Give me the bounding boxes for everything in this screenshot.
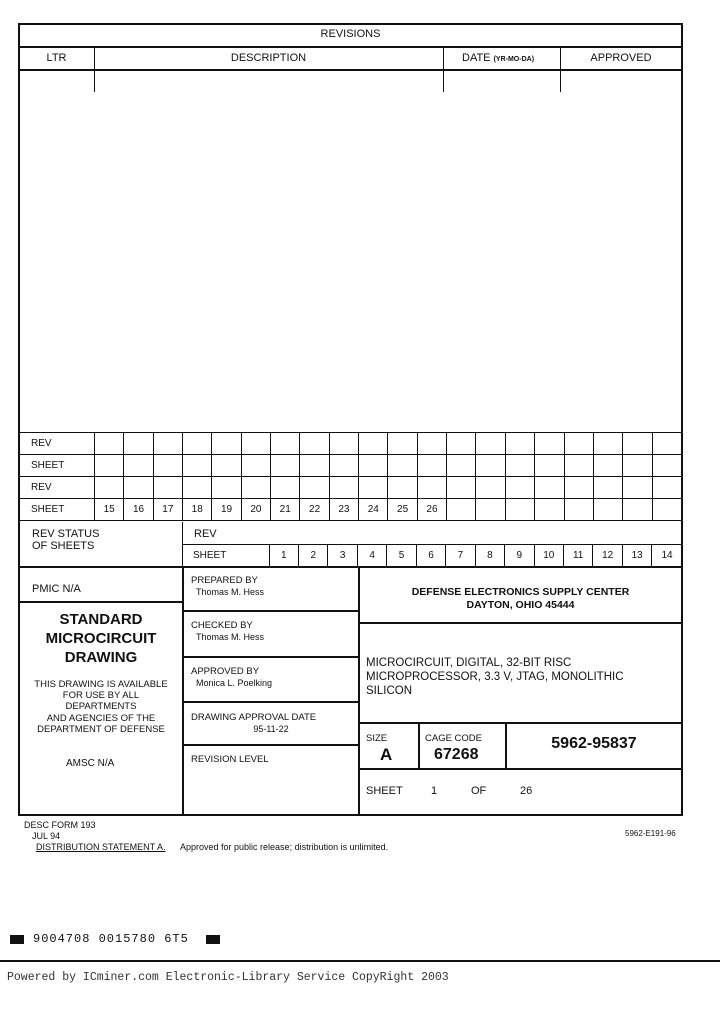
rule <box>183 656 359 658</box>
sheet-number: 5 <box>387 545 416 566</box>
part-title-line: MICROPROCESSOR, 3.3 V, JTAG, MONOLITHIC <box>366 671 624 683</box>
barcode-mark-right <box>206 935 220 944</box>
barcode-text: 9004708 0015780 6T5 <box>33 932 189 946</box>
col-date-label: DATE <box>462 52 491 64</box>
prepared-label: PREPARED BY <box>191 575 258 586</box>
rev-status-sheet: SHEET <box>183 545 270 566</box>
checked-label: CHECKED BY <box>191 620 253 631</box>
prepared-name: Thomas M. Hess <box>196 587 265 597</box>
sheet-number: 2 <box>299 545 328 566</box>
rule <box>418 723 420 768</box>
rule <box>183 744 359 746</box>
sheet-number: 18 <box>183 499 212 521</box>
col-date <box>462 52 534 64</box>
sheet-number: 16 <box>124 499 153 521</box>
rev-status-label-2: OF SHEETS <box>32 540 95 552</box>
barcode-mark-left <box>10 935 24 944</box>
rev-status-label-1: REV STATUS <box>32 528 100 540</box>
row-label-sheet: SHEET <box>19 455 95 477</box>
rev-status-rev: REV <box>194 528 217 540</box>
sheet-number: 22 <box>300 499 329 521</box>
sheet-number: 9 <box>505 545 534 566</box>
sheet-label: SHEET <box>366 785 403 797</box>
availability-line: DEPARTMENTS <box>65 701 137 712</box>
distribution-text: Approved for public release; distribution is unlimited. <box>180 842 389 852</box>
col-description: DESCRIPTION <box>230 52 307 64</box>
drawing-number: 5962-95837 <box>551 735 637 752</box>
sheet-number: 13 <box>623 545 652 566</box>
rule <box>359 622 682 624</box>
sheet-of: OF <box>471 785 487 797</box>
sheet-number: 26 <box>418 499 447 521</box>
sheet-number: 19 <box>212 499 241 521</box>
form-id: DESC FORM 193 <box>24 820 96 830</box>
approved-name: Monica L. Poelking <box>196 678 273 688</box>
rule <box>19 46 682 48</box>
availability-line: AND AGENCIES OF THE <box>46 713 156 724</box>
sheet-value: 1 <box>431 785 438 797</box>
pmic: PMIC N/A <box>32 583 81 595</box>
sheet-number: 7 <box>446 545 475 566</box>
approval-date: 95-11-22 <box>253 724 289 734</box>
sheet-number: 20 <box>242 499 271 521</box>
sheet-number: 12 <box>593 545 622 566</box>
cage-label: CAGE CODE <box>425 733 483 744</box>
sheet-total: 26 <box>520 785 533 797</box>
sheet-number: 1 <box>270 545 299 566</box>
sheet-number: 6 <box>417 545 446 566</box>
approval-date-label: DRAWING APPROVAL DATE <box>191 712 317 723</box>
title-microcircuit: MICROCIRCUIT <box>45 630 157 647</box>
sheet-number: 15 <box>95 499 124 521</box>
title-standard: STANDARD <box>59 611 143 628</box>
rule <box>183 701 359 703</box>
rule <box>443 47 444 92</box>
bottom-sheet-grid <box>183 545 682 566</box>
rule <box>359 722 682 724</box>
cage-code: 67268 <box>434 746 479 763</box>
sheet-number: 4 <box>358 545 387 566</box>
form-date: JUL 94 <box>32 831 61 841</box>
col-ltr: LTR <box>46 52 67 64</box>
agency-address: DAYTON, OHIO 45444 <box>466 599 575 611</box>
rule <box>19 566 682 568</box>
sheet-number: 21 <box>271 499 300 521</box>
revisions-title: REVISIONS <box>320 28 381 40</box>
approved-label: APPROVED BY <box>191 666 260 677</box>
amsc: AMSC N/A <box>66 758 115 769</box>
row-label-rev: REV <box>19 433 95 455</box>
revision-level-label: REVISION LEVEL <box>191 754 269 765</box>
sheet-number: 23 <box>330 499 359 521</box>
distribution-label: DISTRIBUTION STATEMENT A. <box>36 842 166 852</box>
rule <box>183 610 359 612</box>
size-label: SIZE <box>366 733 388 744</box>
rule <box>359 768 682 770</box>
checked-name: Thomas M. Hess <box>196 632 265 642</box>
col-approved: APPROVED <box>590 52 652 64</box>
availability-line: THIS DRAWING IS AVAILABLE <box>34 679 168 690</box>
title-drawing: DRAWING <box>64 649 138 666</box>
availability-line: DEPARTMENT OF DEFENSE <box>37 724 165 735</box>
sheet-number: 14 <box>661 550 673 561</box>
status-grid <box>19 433 682 521</box>
col-date-format: (YR-MO-DA) <box>493 56 535 63</box>
agency-name: DEFENSE ELECTRONICS SUPPLY CENTER <box>411 586 630 598</box>
sheet-number: 17 <box>154 499 183 521</box>
form-number: 5962-E191-96 <box>625 829 676 838</box>
part-title-line: MICROCIRCUIT, DIGITAL, 32-BIT RISC <box>366 657 572 669</box>
rule <box>0 960 720 962</box>
rule <box>19 601 183 603</box>
row-label-rev: REV <box>19 477 95 499</box>
sheet-number: 25 <box>388 499 417 521</box>
sheet-number: 10 <box>535 545 564 566</box>
part-title-line: SILICON <box>366 685 413 697</box>
row-label-sheet: SHEET <box>19 499 95 521</box>
size-value: A <box>380 745 393 764</box>
sheet-number: 11 <box>564 545 593 566</box>
rule <box>19 69 682 71</box>
powered-by: Powered by ICminer.com Electronic-Library Service CopyRight 2003 <box>7 971 449 984</box>
sheet-number: 3 <box>328 545 357 566</box>
sheet-number: 8 <box>476 545 505 566</box>
availability-line: FOR USE BY ALL <box>62 690 140 701</box>
sheet-number: 24 <box>359 499 388 521</box>
